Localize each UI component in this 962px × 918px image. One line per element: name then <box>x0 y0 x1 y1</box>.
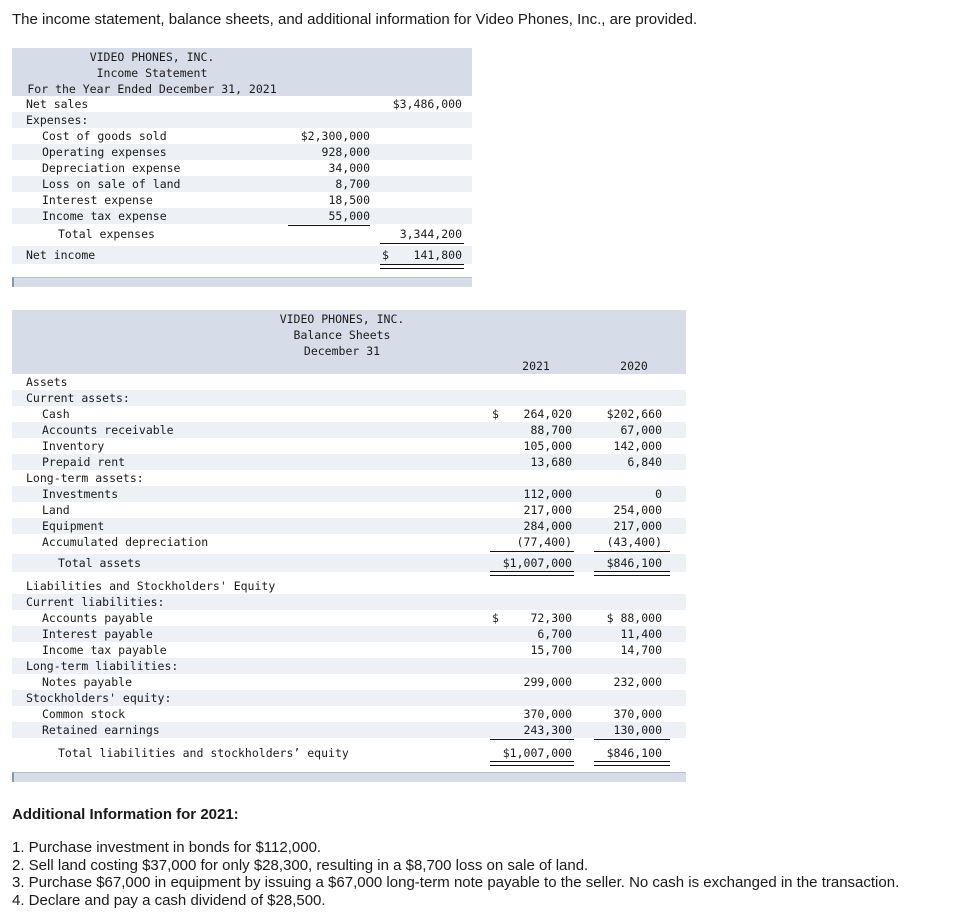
bs-row-label: Total assets <box>58 556 142 570</box>
bs-row-value-2020: 370,000 <box>613 707 662 721</box>
bs-row <box>12 722 686 738</box>
bs-row-value-2021: 105,000 <box>523 439 572 453</box>
bs-row-value-2020: $ 88,000 <box>606 611 662 625</box>
bs-title-date: December 31 <box>303 344 381 358</box>
income-statement <box>12 48 472 288</box>
bs-row <box>12 594 686 610</box>
label-net-sales: Net sales <box>26 97 89 111</box>
bs-row-value-2020: 130,000 <box>613 723 662 737</box>
bs-row-label: Investments <box>42 487 119 501</box>
bs-title-company: VIDEO PHONES, INC. <box>279 312 405 326</box>
bs-row-value-2021: 72,300 <box>530 611 572 625</box>
bs-row <box>12 486 686 502</box>
bs-row-label: Notes payable <box>42 675 133 689</box>
bs-row <box>12 390 686 406</box>
bs-row <box>12 406 686 422</box>
bs-row-label: Inventory <box>42 439 105 453</box>
bs-row-label: Interest payable <box>42 627 153 641</box>
bs-row-label: Prepaid rent <box>42 455 126 469</box>
bs-row-value-2021: 88,700 <box>530 423 572 437</box>
bs-title-statement: Balance Sheets <box>293 328 391 342</box>
bs-row-value-2021: 264,020 <box>523 407 572 421</box>
value-total-expenses: 3,344,200 <box>399 227 462 241</box>
bs-row-value-2020: $846,100 <box>606 556 662 570</box>
additional-item-3: 3. Purchase $67,000 in equipment by issuing a $67,000 long-term note payable to the seller. No cash is exchanged in the transaction. <box>12 874 900 891</box>
bs-row-label: Land <box>42 503 70 517</box>
income-title-company: VIDEO PHONES, INC. <box>89 50 215 64</box>
bs-row-label: Equipment <box>42 519 105 533</box>
bs-row-label: Income tax payable <box>42 643 167 657</box>
bs-row-value-2021: 243,300 <box>523 723 572 737</box>
label-total-expenses: Total expenses <box>58 227 155 241</box>
bs-row <box>12 438 686 454</box>
row-income-tax <box>12 208 472 224</box>
bs-row <box>12 518 686 534</box>
rule-assets-2021 <box>490 551 574 552</box>
bs-row-label: Accounts receivable <box>42 423 174 437</box>
bs-row-value-2021: 217,000 <box>523 503 572 517</box>
income-title-statement: Income Statement <box>96 66 208 80</box>
bs-row-value-2020: 14,700 <box>620 643 662 657</box>
row-cogs <box>12 128 472 144</box>
bs-row-label: Total liabilities and stockholders’ equity <box>58 746 349 760</box>
bs-row-value-2021: 13,680 <box>530 455 572 469</box>
currency-net-income: $ <box>382 248 389 262</box>
bs-row-value-2021: $1,007,000 <box>502 556 572 570</box>
income-statement-footer <box>12 277 472 287</box>
bs-row-value-2021: 299,000 <box>523 675 572 689</box>
additional-info-list <box>12 839 899 909</box>
bs-row <box>12 626 686 642</box>
row-operating-expenses <box>12 144 472 160</box>
row-net-income <box>12 246 472 264</box>
bs-row-value-2020: 6,840 <box>627 455 662 469</box>
balance-sheet-footer <box>12 772 686 782</box>
bs-row <box>12 470 686 486</box>
balance-sheet-header <box>12 310 686 374</box>
rule-total-assets-2021 <box>490 571 574 576</box>
bs-row-label: Current liabilities: <box>26 595 165 609</box>
row-depreciation <box>12 160 472 176</box>
value-operating-expenses: 928,000 <box>321 145 370 159</box>
bs-row-value-2021: $1,007,000 <box>502 746 572 760</box>
income-statement-header <box>12 48 472 96</box>
bs-col-2020: 2020 <box>620 359 648 373</box>
row-loss-on-land <box>12 176 472 192</box>
label-income-tax: Income tax expense <box>42 209 167 223</box>
rule-total-liab-2020 <box>594 761 670 766</box>
bs-row-label: Cash <box>42 407 70 421</box>
income-title-period: For the Year Ended December 31, 2021 <box>27 82 277 96</box>
label-cogs: Cost of goods sold <box>42 129 167 143</box>
additional-item-2: 2. Sell land costing $37,000 for only $28,300, resulting in a $8,700 loss on sale of land. <box>12 856 589 874</box>
bs-row <box>12 674 686 690</box>
bs-row <box>12 554 686 572</box>
bs-row-currency-2021: $ <box>492 407 499 421</box>
intro-text: The income statement, balance sheets, and additional information for Video Phones, Inc., are provided. <box>12 11 698 28</box>
label-expenses: Expenses: <box>26 113 89 127</box>
bs-row-value-2020: 11,400 <box>620 627 662 641</box>
bs-row-value-2021: 284,000 <box>523 519 572 533</box>
bs-row-value-2020: 217,000 <box>613 519 662 533</box>
label-interest-expense: Interest expense <box>42 193 153 207</box>
bs-row <box>12 706 686 722</box>
bs-row-value-2020: 142,000 <box>613 439 662 453</box>
value-cogs: $2,300,000 <box>300 129 370 143</box>
bs-row-value-2021: 6,700 <box>537 627 572 641</box>
row-total-expenses <box>12 226 472 242</box>
bs-row-label: Retained earnings <box>42 723 160 737</box>
value-net-income: 141,800 <box>413 248 462 262</box>
bs-col-2021: 2021 <box>522 359 550 373</box>
bs-row-value-2020: 254,000 <box>613 503 662 517</box>
bs-row <box>12 610 686 626</box>
bs-row-value-2021: 370,000 <box>523 707 572 721</box>
label-loss-on-land: Loss on sale of land <box>42 177 181 191</box>
bs-row-value-2020: 232,000 <box>613 675 662 689</box>
bs-row-label: Assets <box>26 375 68 389</box>
bs-row <box>12 454 686 470</box>
bs-row <box>12 744 686 762</box>
rule-total-expenses <box>380 243 464 244</box>
label-depreciation: Depreciation expense <box>42 161 181 175</box>
bs-row-label: Accounts payable <box>42 611 153 625</box>
additional-item-4: 4. Declare and pay a cash dividend of $28,500. <box>12 891 326 909</box>
bs-row-value-2020: 67,000 <box>620 423 662 437</box>
label-net-income: Net income <box>26 248 96 262</box>
bs-row <box>12 374 686 390</box>
value-income-tax: 55,000 <box>328 209 370 223</box>
bs-row <box>12 578 686 594</box>
bs-row-value-2020: $202,660 <box>606 407 662 421</box>
value-depreciation: 34,000 <box>328 161 370 175</box>
rule-equity-2021 <box>490 739 574 740</box>
rule-net-income <box>380 264 464 269</box>
value-net-sales: $3,486,000 <box>392 97 462 111</box>
bs-row-label: Common stock <box>42 707 126 721</box>
bs-row-value-2021: 112,000 <box>523 487 572 501</box>
additional-info-title: Additional Information for 2021: <box>12 806 239 823</box>
bs-row <box>12 534 686 550</box>
bs-row <box>12 422 686 438</box>
rule-equity-2020 <box>594 739 670 740</box>
bs-row-value-2021: (77,400) <box>516 535 572 549</box>
additional-item-1: 1. Purchase investment in bonds for $112,000. <box>12 839 322 856</box>
bs-row-label: Long-term assets: <box>26 471 144 485</box>
row-expenses-heading <box>12 112 472 128</box>
bs-row-label: Long-term liabilities: <box>26 659 179 673</box>
bs-row-label: Current assets: <box>26 391 130 405</box>
bs-row-value-2021: 15,700 <box>530 643 572 657</box>
rule-total-assets-2020 <box>594 571 670 576</box>
row-net-sales <box>12 96 472 112</box>
bs-row <box>12 658 686 674</box>
bs-row <box>12 690 686 706</box>
bs-row <box>12 502 686 518</box>
value-interest-expense: 18,500 <box>328 193 370 207</box>
bs-row-label: Stockholders' equity: <box>26 691 172 705</box>
bs-row-label: Accumulated depreciation <box>42 535 209 549</box>
row-interest-expense <box>12 192 472 208</box>
bs-row-label: Liabilities and Stockholders' Equity <box>26 579 276 593</box>
bs-row-value-2020: $846,100 <box>606 746 662 760</box>
bs-row <box>12 642 686 658</box>
balance-sheets <box>12 310 686 785</box>
rule-total-liab-2021 <box>490 761 574 766</box>
label-operating-expenses: Operating expenses <box>42 145 167 159</box>
bs-row-currency-2021: $ <box>492 611 499 625</box>
rule-assets-2020 <box>594 551 670 552</box>
bs-row-value-2020: 0 <box>655 487 662 501</box>
value-loss-on-land: 8,700 <box>335 177 370 191</box>
bs-row-value-2020: (43,400) <box>606 535 662 549</box>
